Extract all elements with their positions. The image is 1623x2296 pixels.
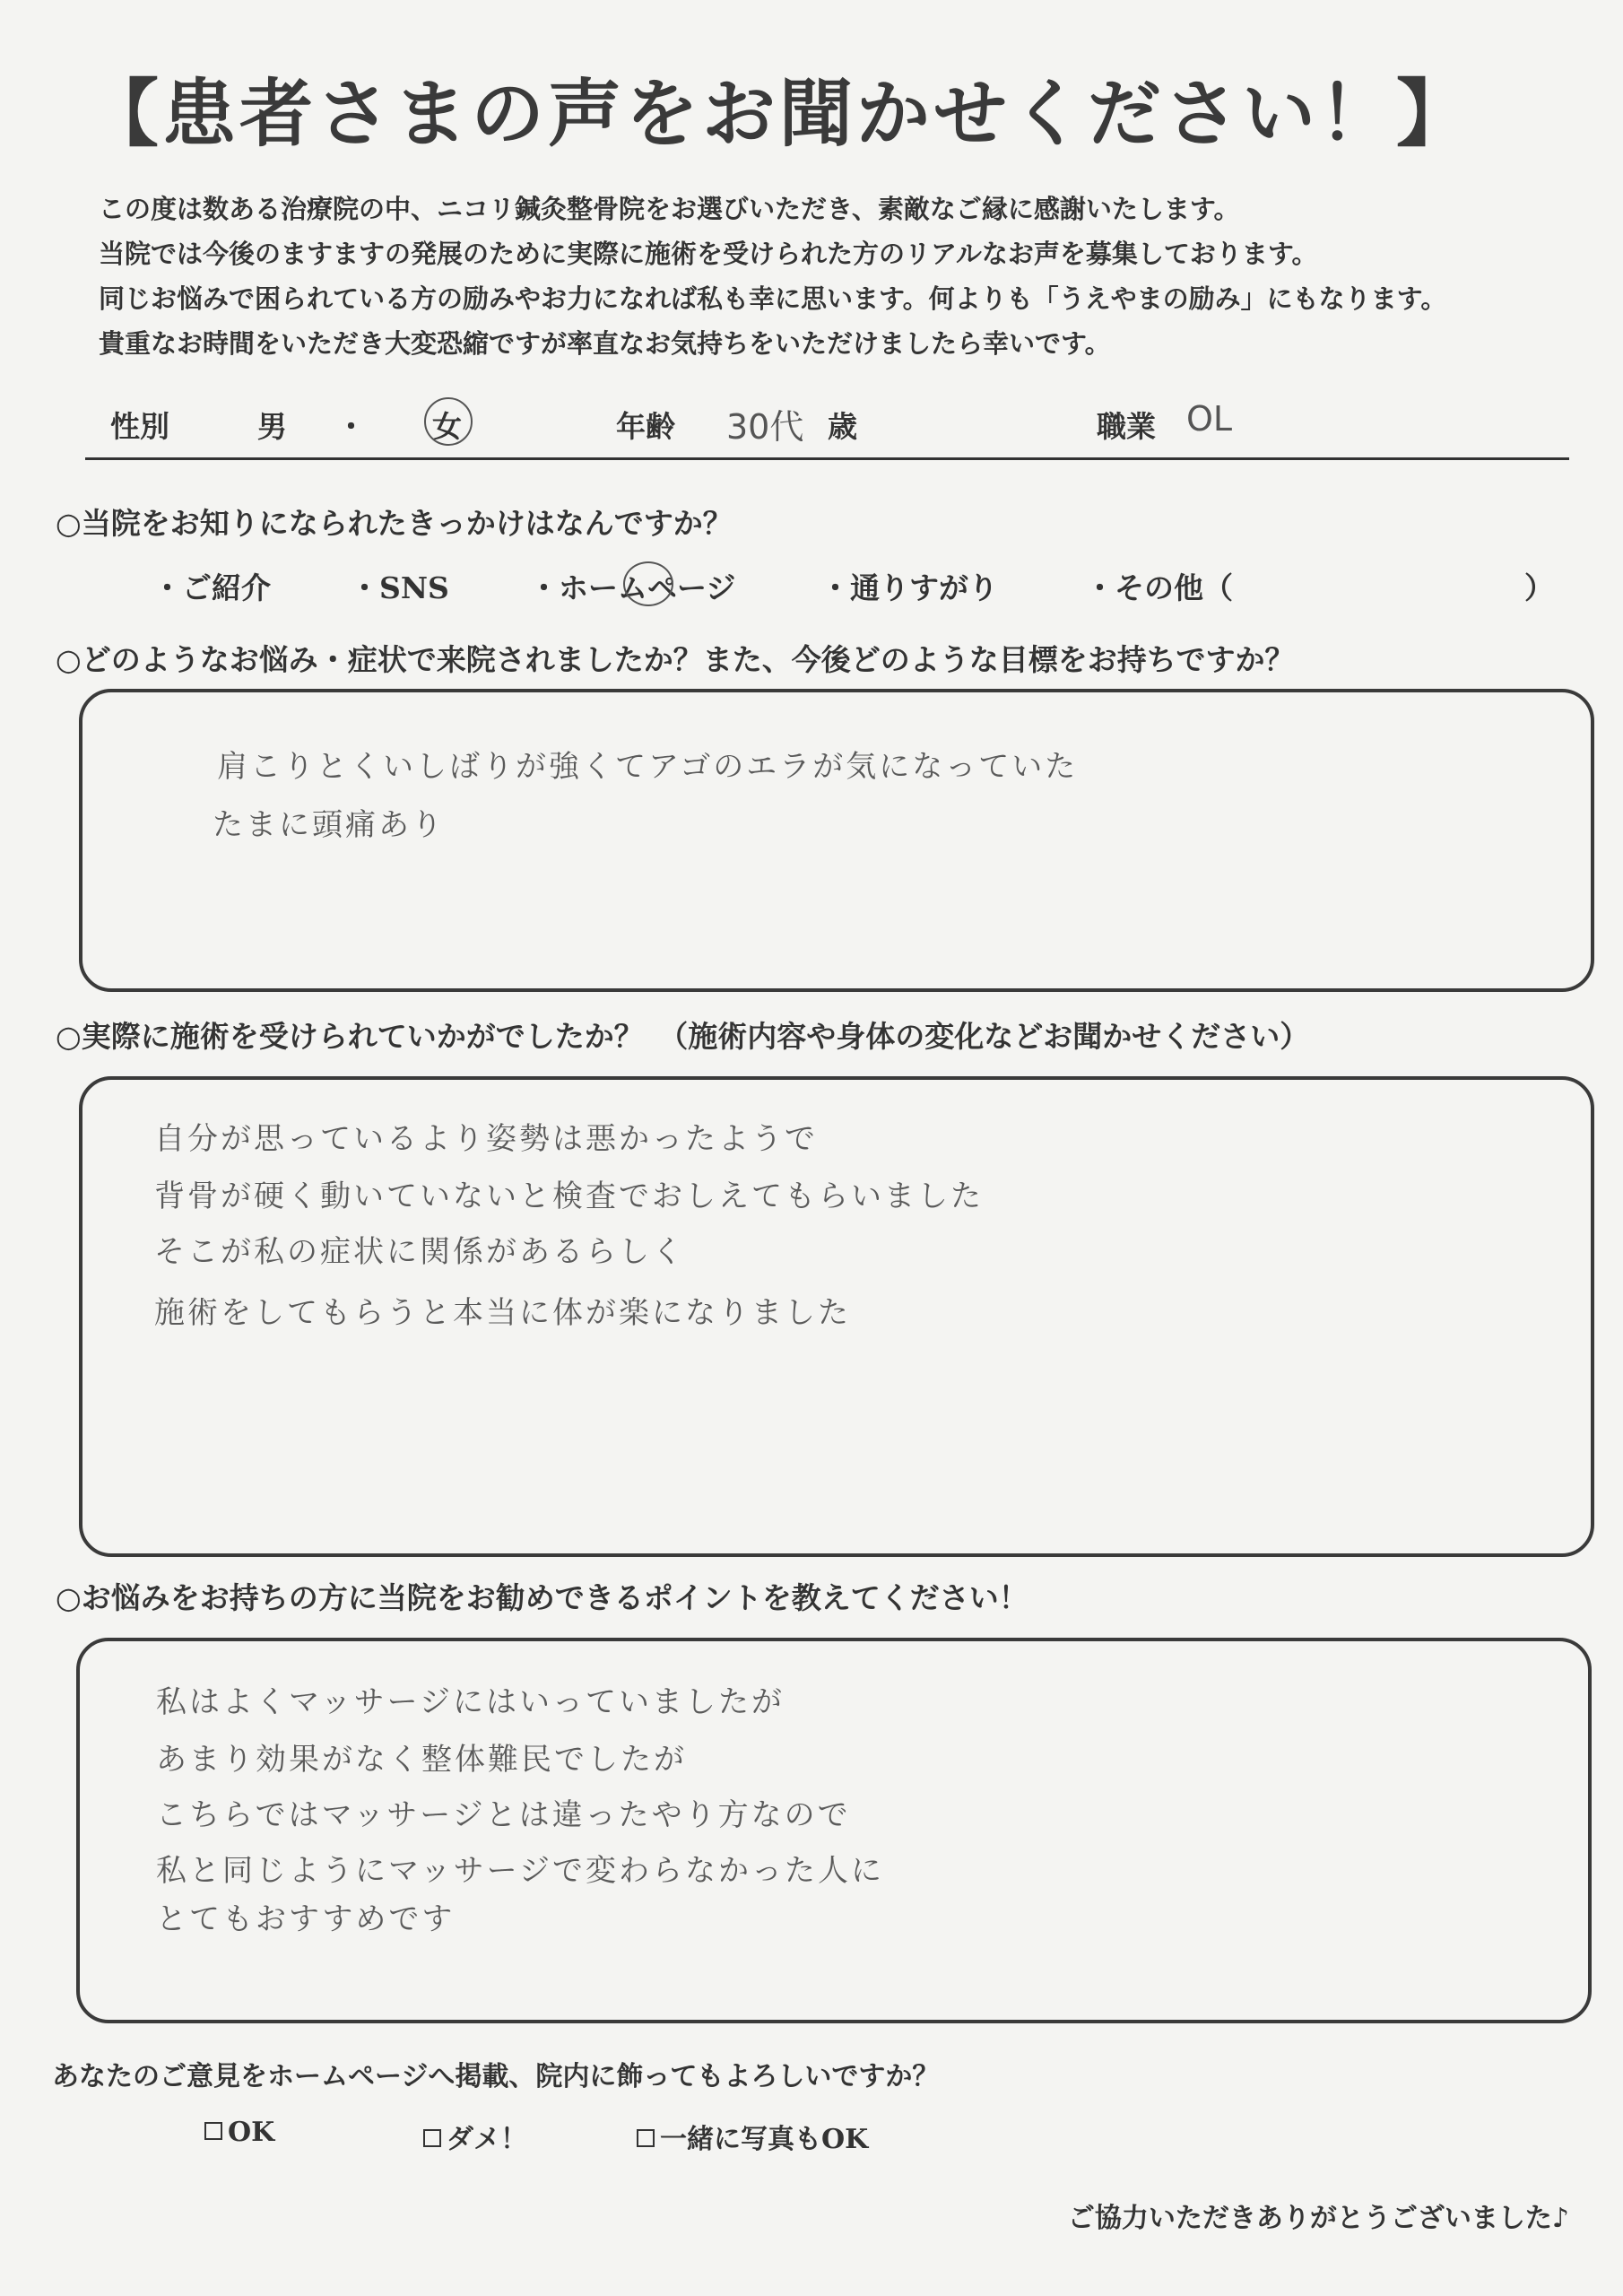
q1-question: ○当院をお知りになられたきっかけはなんですか？ <box>56 506 733 541</box>
consent-question: あなたのご意見をホームページへ掲載、院内に飾ってもよろしいですか？ <box>52 2061 940 2092</box>
age-value[interactable]: 30代 <box>726 407 804 447</box>
q4-question: ○お悩みをお持ちの方に当院をお勧めできるポイントを教えてください！ <box>56 1580 1028 1615</box>
handwritten-answer-line: とてもおすすめです <box>156 1901 456 1937</box>
form-title: 【患者さまの声をお聞かせください！】 <box>85 71 1474 157</box>
respondent-info <box>85 399 1569 462</box>
consent-option-ok[interactable] <box>204 2117 274 2148</box>
intro-line: この度は数ある治療院の中、ニコリ鍼灸整骨院をお選びいただき、素敵なご縁に感謝いたします。 <box>99 194 1240 224</box>
handwritten-answer-line: あまり効果がなく整体難民でしたが <box>156 1742 687 1778</box>
selection-circle-mark <box>623 561 673 606</box>
q4-answer-box[interactable] <box>76 1638 1592 2023</box>
intro-line: 同じお悩みで困られている方の励みやお力になれば私も幸に思います。何よりも「うえやまの励み」にもなります。 <box>99 283 1447 314</box>
selection-circle-mark <box>424 397 473 446</box>
q1-option-homepage[interactable]: ・ホームページ <box>529 570 736 605</box>
consent-option-label: OK <box>228 2117 275 2148</box>
checkbox-icon[interactable] <box>204 2122 222 2140</box>
handwritten-answer-line: 私はよくマッサージにはいっていましたが <box>156 1684 785 1720</box>
handwritten-answer-line: 肩こりとくいしばりが強くてアゴのエラが気になっていた <box>217 749 1079 785</box>
gender-label: 性別 <box>110 409 169 444</box>
q1-option-sns[interactable]: ・SNS <box>350 570 449 605</box>
handwritten-answer-line: 背骨が硬く動いていないと検査でおしえてもらいました <box>154 1178 984 1214</box>
q2-answer-box[interactable] <box>79 689 1594 992</box>
handwritten-answer-line: 自分が思っているより姿勢は悪かったようで <box>154 1121 818 1157</box>
q1-option-referral[interactable]: ・ご紹介 <box>152 570 271 605</box>
consent-option-no[interactable] <box>423 2117 527 2156</box>
handwritten-answer-line: こちらではマッサージとは違ったやり方なので <box>156 1797 851 1833</box>
consent-option-label: 一緒に写真もOK <box>660 2124 869 2155</box>
handwritten-answer-line: 私と同じようにマッサージで変わらなかった人に <box>156 1853 884 1889</box>
intro-line: 当院では今後のますますの発展のために実際に施術を受けられた方のリアルなお声を募集しております。 <box>99 239 1318 269</box>
job-value[interactable]: OL <box>1186 399 1233 439</box>
handwritten-answer-line: そこが私の症状に関係があるらしく <box>154 1234 685 1270</box>
q1-other-close-paren: ） <box>1524 570 1554 605</box>
age-label: 年齢 <box>616 409 675 444</box>
age-suffix: 歳 <box>828 409 857 444</box>
consent-option-with-photo[interactable] <box>637 2117 868 2156</box>
handwritten-answer-line: たまに頭痛あり <box>213 807 445 843</box>
q3-answer-box[interactable] <box>79 1076 1594 1557</box>
handwritten-answer-line: 施術をしてもらうと本当に体が楽になりました <box>154 1295 851 1331</box>
consent-option-label: ダメ！ <box>447 2124 527 2155</box>
gender-separator: ・ <box>336 409 366 444</box>
checkbox-icon[interactable] <box>637 2129 655 2147</box>
intro-text <box>99 187 1533 366</box>
q1-option-other[interactable]: ・その他（ <box>1085 570 1233 605</box>
q1-options <box>152 565 1554 619</box>
gender-option-male[interactable]: 男 <box>257 409 287 444</box>
job-label: 職業 <box>1097 409 1156 444</box>
checkbox-icon[interactable] <box>423 2129 441 2147</box>
thanks-message: ご協力いただきありがとうございました♪ <box>1067 2203 1569 2234</box>
info-divider <box>85 457 1569 460</box>
q1-option-passing-by[interactable]: ・通りすがり <box>820 570 998 605</box>
gender-option-female[interactable]: 女 <box>432 409 462 444</box>
q3-question: ○実際に施術を受けられていかがでしたか？ （施術内容や身体の変化などお聞かせください） <box>56 1019 1310 1054</box>
q2-question: ○どのようなお悩み・症状で来院されましたか？また、今後どのような目標をお持ちですか？ <box>56 642 1295 677</box>
intro-line: 貴重なお時間をいただき大変恐縮ですが率直なお気持ちをいただけましたら幸いです。 <box>99 328 1111 359</box>
